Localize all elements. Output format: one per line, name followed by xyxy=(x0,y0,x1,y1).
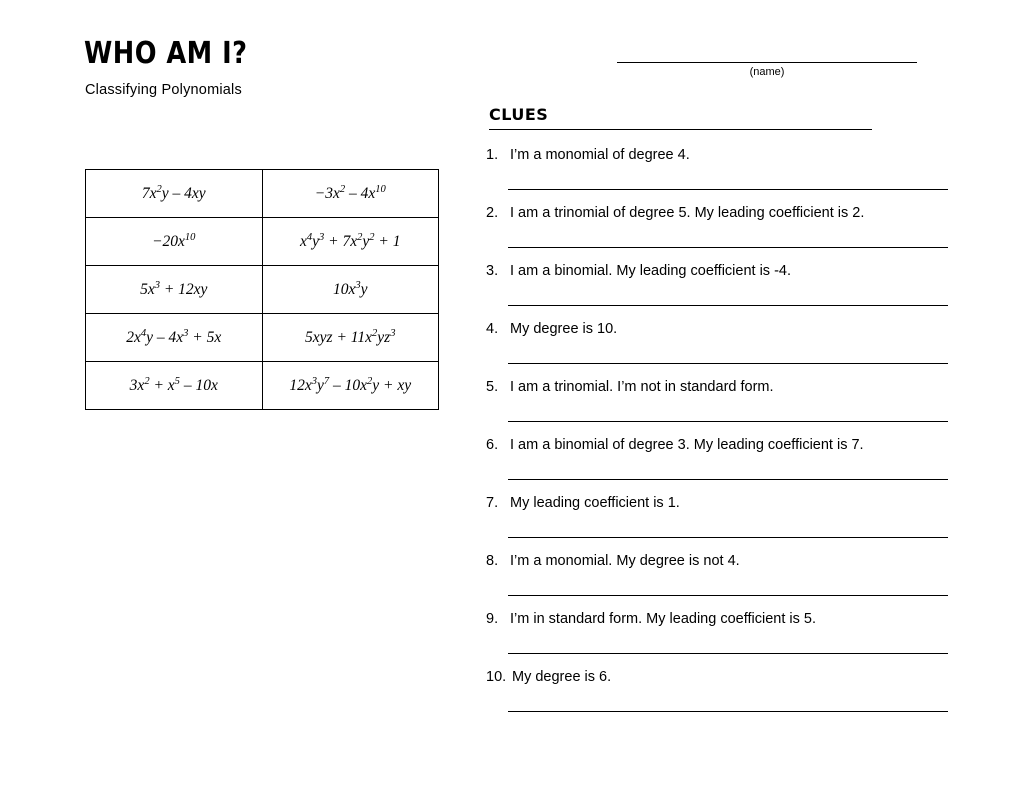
clue-item xyxy=(486,495,956,553)
clue-body: I’m in standard form. My leading coefficient is 5. xyxy=(510,611,816,627)
clue-body: My degree is 10. xyxy=(510,321,618,337)
clue-body: I am a trinomial. I’m not in standard form. xyxy=(510,379,774,395)
clue-number: 5. xyxy=(486,379,499,395)
polynomial-cell: $-3x^2 - 4x^{10}$ xyxy=(262,170,439,218)
page-subtitle: Classifying Polynomials xyxy=(85,82,242,98)
clue-text xyxy=(486,205,864,221)
clue-item xyxy=(486,611,956,669)
clue-number: 8. xyxy=(486,553,499,569)
name-label: (name) xyxy=(749,66,785,78)
clue-text xyxy=(486,147,690,163)
clue-answer-line[interactable] xyxy=(508,305,948,306)
polynomial-cell: $5xyz + 11x^2yz^3$ xyxy=(262,314,439,362)
clue-body: I am a binomial. My leading coefficient is -4. xyxy=(510,263,792,279)
polynomial-table-body xyxy=(86,170,439,410)
clue-text xyxy=(486,611,816,627)
clue-text xyxy=(486,669,611,685)
clue-item xyxy=(486,147,956,205)
clue-body: I’m a monomial. My degree is not 4. xyxy=(510,553,740,569)
clue-body: My leading coefficient is 1. xyxy=(510,495,680,511)
polynomial-cell: $10x^3y$ xyxy=(262,266,439,314)
clue-item xyxy=(486,669,956,727)
clue-item xyxy=(486,553,956,611)
clue-number: 10. xyxy=(486,669,507,685)
clue-number: 7. xyxy=(486,495,499,511)
polynomial-cell: $7x^2y - 4xy$ xyxy=(86,170,263,218)
clue-answer-line[interactable] xyxy=(508,595,948,596)
clue-text xyxy=(486,437,864,453)
clue-text xyxy=(486,495,680,511)
clue-item xyxy=(486,379,956,437)
clue-answer-line[interactable] xyxy=(508,537,948,538)
polynomial-cell: $2x^4y - 4x^3 + 5x$ xyxy=(86,314,263,362)
clue-answer-line[interactable] xyxy=(508,653,948,654)
table-row xyxy=(86,362,439,410)
clue-number: 9. xyxy=(486,611,499,627)
clue-item xyxy=(486,205,956,263)
clue-text xyxy=(486,321,617,337)
clues-heading-rule xyxy=(489,129,872,130)
polynomial-cell: $3x^2 + x^5 - 10x$ xyxy=(86,362,263,410)
clue-item xyxy=(486,263,956,321)
table-row xyxy=(86,218,439,266)
clue-text xyxy=(486,379,774,395)
clue-answer-line[interactable] xyxy=(508,363,948,364)
clue-answer-line[interactable] xyxy=(508,247,948,248)
clue-number: 1. xyxy=(486,147,499,163)
page-title: WHO AM I? xyxy=(84,36,248,71)
clue-item xyxy=(486,321,956,379)
clue-number: 4. xyxy=(486,321,499,337)
polynomial-cell: $-20x^{10}$ xyxy=(86,218,263,266)
table-row xyxy=(86,170,439,218)
clue-body: I am a trinomial of degree 5. My leading coefficient is 2. xyxy=(510,205,865,221)
clue-body: I am a binomial of degree 3. My leading coefficient is 7. xyxy=(510,437,864,453)
clue-text xyxy=(486,553,740,569)
polynomial-table xyxy=(85,169,439,410)
clue-number: 6. xyxy=(486,437,499,453)
clue-answer-line[interactable] xyxy=(508,479,948,480)
clue-number: 2. xyxy=(486,205,499,221)
name-write-in-line[interactable] xyxy=(617,62,917,63)
clue-answer-line[interactable] xyxy=(508,189,948,190)
clues-list xyxy=(486,147,956,727)
clues-heading: CLUES xyxy=(489,105,549,124)
polynomial-cell: $x^4y^3 + 7x^2y^2 + 1$ xyxy=(262,218,439,266)
clue-body: My degree is 6. xyxy=(512,669,612,685)
table-row xyxy=(86,266,439,314)
clue-number: 3. xyxy=(486,263,499,279)
polynomial-cell: $12x^3y^7 - 10x^2y$ + xy xyxy=(262,362,439,410)
polynomial-cell: $5x^3 + 12xy$ xyxy=(86,266,263,314)
clue-answer-line[interactable] xyxy=(508,421,948,422)
table-row xyxy=(86,314,439,362)
clue-text xyxy=(486,263,791,279)
clue-body: I’m a monomial of degree 4. xyxy=(510,147,690,163)
clue-answer-line[interactable] xyxy=(508,711,948,712)
clue-item xyxy=(486,437,956,495)
